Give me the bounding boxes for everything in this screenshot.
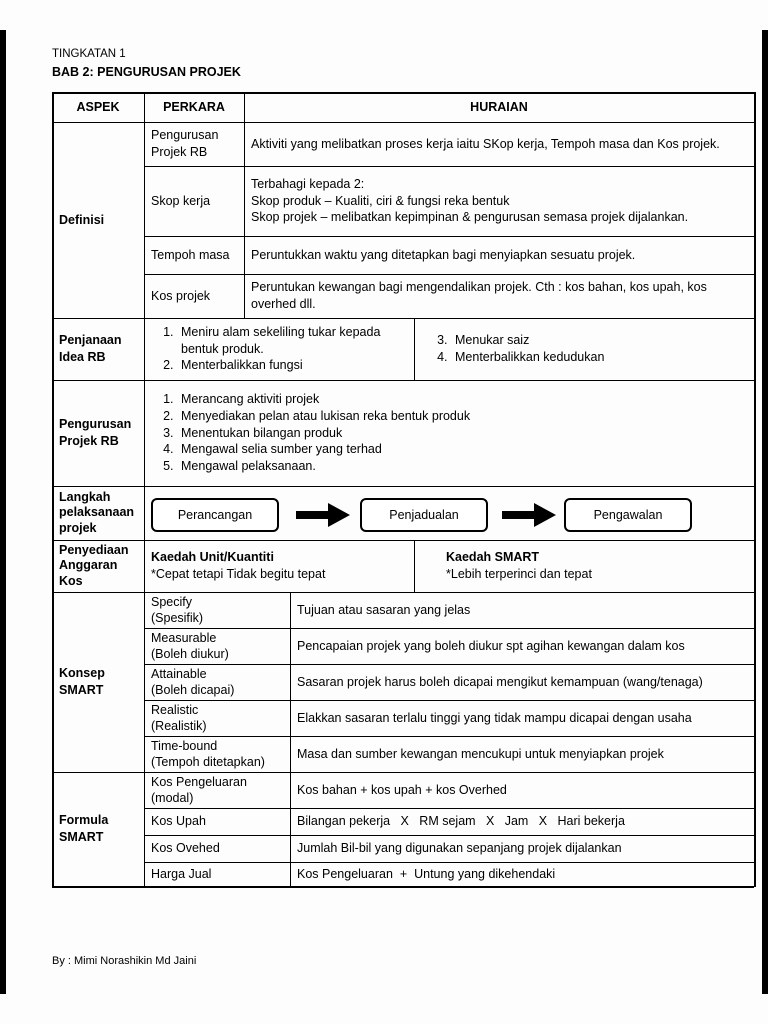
kaedah-smart-title: Kaedah SMART [446, 550, 540, 565]
col-header-aspek: ASPEK [76, 99, 120, 114]
konsep-term-cell [144, 736, 290, 772]
konsep-term-cell [144, 700, 290, 736]
kaedah-unit-cell [144, 540, 414, 592]
col-header-perkara: PERKARA [163, 99, 225, 114]
scan-edge-left [0, 30, 6, 994]
grid-line [144, 318, 145, 380]
konsep-desc-cell: Tujuan atau sasaran yang jelas [297, 602, 471, 617]
grid-line [52, 772, 754, 773]
penjanaan-item: 4. Menterbalikkan kedudukan [451, 349, 604, 366]
skop-line-intro: Terbahagi kepada 2: [251, 177, 365, 192]
formula-term-cell [144, 808, 290, 835]
grid-line [144, 486, 145, 540]
grid-line [52, 92, 54, 887]
grid-line [144, 380, 145, 486]
huraian-tempoh-masa: Peruntukkan waktu yang ditetapkan bagi menyiapkan sesuatu projek. [251, 247, 636, 262]
term-sub-label: (Spesifik) [151, 611, 204, 625]
flow-arrow-icon [502, 503, 556, 527]
flow-arrow-icon [296, 503, 350, 527]
pengurusan-item: 2. Menyediakan pelan atau lukisan reka bentuk produk [177, 408, 470, 425]
chapter-title: BAB 2: PENGURUSAN PROJEK [52, 65, 241, 79]
term-label: Realistic [151, 702, 199, 717]
aspek-konsep-smart: Konsep SMART [59, 666, 105, 697]
huraian-pengurusan-projek: Aktiviti yang melibatkan proses kerja iaitu SKop kerja, Tempoh masa dan Kos projek. [251, 136, 720, 151]
penjanaan-item: 2. Menterbalikkan fungsi [177, 357, 407, 374]
grid-line [144, 274, 754, 275]
grid-line [144, 862, 754, 863]
pengurusan-item: 3. Menentukan bilangan produk [177, 425, 470, 442]
kaedah-smart-note: *Lebih terperinci dan tepat [446, 567, 592, 581]
pengurusan-item: 1. Merancang aktiviti projek [177, 391, 470, 408]
grid-line [144, 592, 145, 886]
term-label: Kos Pengeluaran [151, 774, 247, 789]
grid-line [290, 592, 291, 886]
penjanaan-item: 1. Meniru alam sekeliling tukar kepada bentuk produk. [177, 324, 407, 357]
formula-term-cell [144, 835, 290, 862]
aspek-langkah-pelaksanaan: Langkah pelaksanaan projek [59, 489, 135, 535]
konsep-desc-cell: Masa dan sumber kewangan mencukupi untuk menyiapkan projek [297, 746, 664, 761]
grid-line [52, 318, 754, 319]
term-sub-label: (Boleh diukur) [151, 647, 229, 661]
grid-line [144, 236, 754, 237]
flow-step-pengawalan: Pengawalan [564, 498, 692, 532]
term-label: Time-bound [151, 738, 218, 753]
aspek-formula-smart: Formula SMART [59, 813, 109, 844]
term-label: Measurable [151, 630, 217, 645]
perkara-tempoh-masa: Tempoh masa [151, 247, 230, 262]
kaedah-unit-title: Kaedah Unit/Kuantiti [151, 550, 274, 565]
konsep-term-cell [144, 628, 290, 664]
huraian-kos-projek: Peruntukan kewangan bagi mengendalikan projek. Cth : kos bahan, kos upah, kos overhed dll. [251, 280, 707, 311]
term-label: Kos Upah [151, 814, 206, 829]
konsep-desc-cell: Pencapaian projek yang boleh diukur spt agihan kewangan dalam kos [297, 638, 685, 653]
flow-step-perancangan: Perancangan [151, 498, 279, 532]
perkara-kos-projek: Kos projek [151, 288, 211, 303]
kaedah-smart-cell [414, 540, 754, 592]
grid-line [52, 540, 754, 541]
level-label: TINGKATAN 1 [52, 48, 126, 60]
grid-line [144, 664, 754, 665]
perkara-pengurusan-projek: Pengurusan Projek RB [151, 128, 219, 159]
term-label: Harga Jual [151, 866, 212, 881]
aspek-penjanaan-idea: Penjanaan Idea RB [59, 333, 122, 364]
pengurusan-list [144, 380, 754, 486]
grid-line [144, 166, 754, 167]
term-sub-label: (modal) [151, 791, 194, 805]
grid-line [52, 486, 754, 487]
skop-line-projek: Skop projek – melibatkan kepimpinan & pengurusan semasa projek dijalankan. [251, 210, 689, 225]
konsep-term-cell [144, 592, 290, 628]
kaedah-unit-note: *Cepat tetapi Tidak begitu tepat [151, 567, 326, 581]
term-label: Attainable [151, 666, 207, 681]
flow-step-penjadualan: Penjadualan [360, 498, 488, 532]
formula-desc-cell: Bilangan pekerja X RM sejam X Jam X Hari bekerja [297, 814, 625, 829]
author-credit: By : Mimi Norashikin Md Jaini [52, 955, 197, 967]
aspek-penyediaan-anggaran: Penyediaan Anggaran Kos [59, 542, 129, 588]
penjanaan-item: 3. Menukar saiz [451, 332, 604, 349]
term-sub-label: (Realistik) [151, 719, 207, 733]
formula-desc-cell: Kos bahan + kos upah + kos Overhed [297, 782, 507, 797]
aspek-pengurusan-projek: Pengurusan Projek RB [59, 417, 132, 448]
formula-desc-cell: Jumlah Bil-bil yang digunakan sepanjang projek dijalankan [297, 841, 622, 856]
grid-line [414, 540, 415, 592]
grid-line [144, 540, 145, 592]
formula-term-cell [144, 862, 290, 886]
konsep-desc-cell: Sasaran projek harus boleh dicapai mengikut kemampuan (wang/tenaga) [297, 674, 703, 689]
formula-term-cell [144, 772, 290, 808]
grid-line [52, 92, 754, 94]
konsep-desc-cell: Elakkan sasaran terlalu tinggi yang tidak mampu dicapai dengan usaha [297, 710, 692, 725]
grid-line [52, 592, 754, 593]
grid-line [52, 886, 754, 888]
grid-line [144, 808, 754, 809]
term-sub-label: (Tempoh ditetapkan) [151, 755, 265, 769]
grid-line [144, 736, 754, 737]
huraian-skop-kerja [244, 166, 754, 236]
grid-line [52, 380, 754, 381]
term-sub-label: (Boleh dicapai) [151, 683, 235, 697]
skop-line-produk: Skop produk – Kualiti, ciri & fungsi reka bentuk [251, 193, 510, 208]
grid-line [52, 122, 754, 123]
term-label: Specify [151, 594, 192, 609]
grid-line [144, 92, 145, 318]
pengurusan-item: 5. Mengawal pelaksanaan. [177, 458, 470, 475]
pengurusan-item: 4. Mengawal selia sumber yang terhad [177, 441, 470, 458]
grid-line [144, 628, 754, 629]
col-header-huraian: HURAIAN [470, 99, 528, 114]
penjanaan-left-list [144, 318, 414, 380]
scan-edge-right [762, 30, 768, 994]
perkara-skop-kerja: Skop kerja [151, 193, 211, 208]
term-label: Kos Ovehed [151, 841, 220, 856]
konsep-term-cell [144, 664, 290, 700]
grid-line [244, 92, 245, 318]
formula-desc-cell: Kos Pengeluaran + Untung yang dikehendaki [297, 866, 556, 881]
penjanaan-right-list [414, 318, 754, 380]
grid-line [144, 700, 754, 701]
grid-line [754, 92, 756, 887]
grid-line [144, 835, 754, 836]
aspek-definisi: Definisi [59, 212, 105, 227]
grid-line [414, 318, 415, 380]
